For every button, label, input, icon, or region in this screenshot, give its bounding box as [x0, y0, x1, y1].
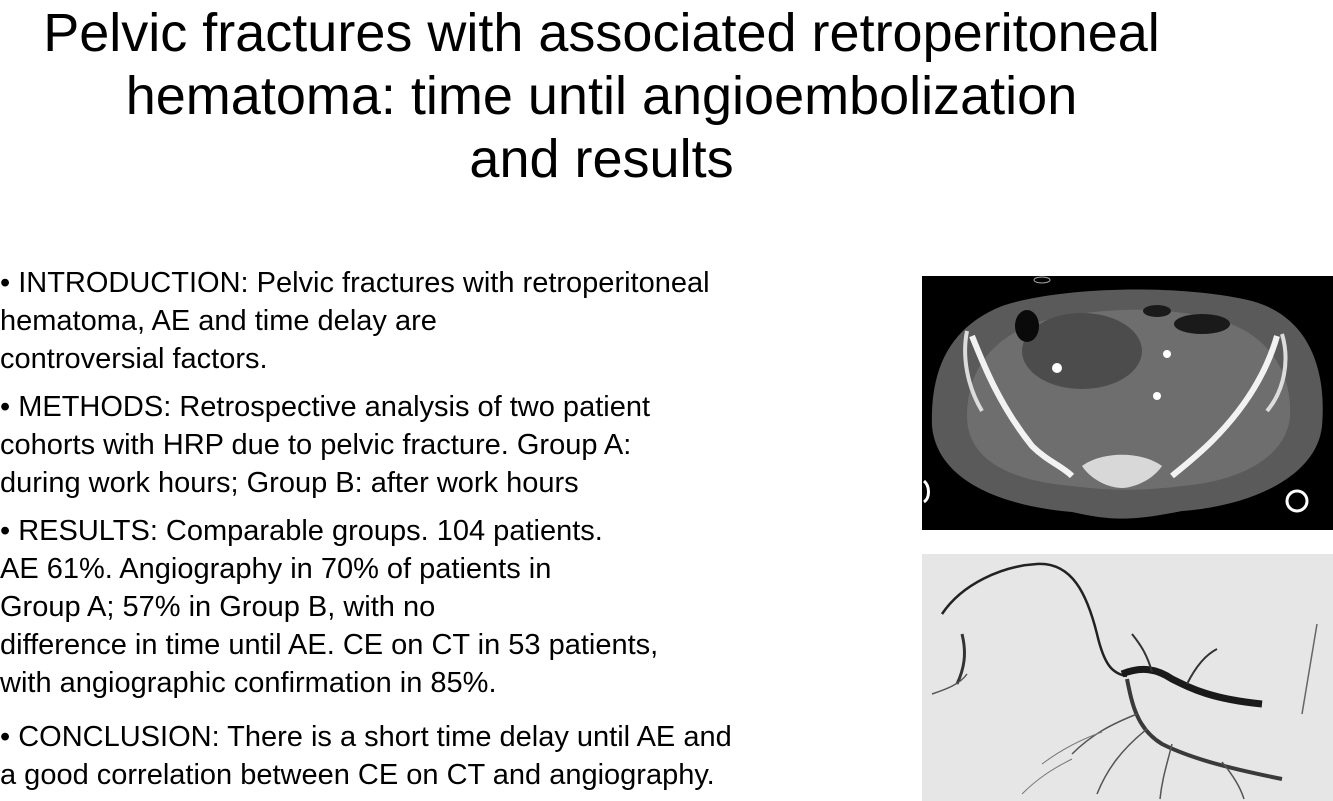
bullet-line: AE 61%. Angiography in 70% of patients in [0, 553, 552, 585]
bullet-line: controversial factors. [0, 343, 268, 375]
title-line: Pelvic fractures with associated retroperitoneal [43, 3, 1160, 63]
ct-scan-image [922, 276, 1333, 530]
angiography-graphic [922, 554, 1333, 801]
bullet-results [0, 512, 900, 702]
bullet-line: Group A; 57% in Group B, with no [0, 591, 436, 623]
bullet-line: • METHODS: Retrospective analysis of two patient [0, 391, 651, 423]
bullet-list [0, 264, 900, 794]
angiography-image [922, 554, 1333, 801]
bullet-conclusion [0, 718, 900, 794]
bullet-line: • INTRODUCTION: Pelvic fractures with retroperitoneal [0, 267, 710, 299]
bullet-line: • CONCLUSION: There is a short time delay until AE and [0, 721, 732, 753]
bullet-line: during work hours; Group B: after work hours [0, 467, 579, 499]
page-title [0, 2, 1203, 191]
title-line: hematoma: time until angioembolization [125, 66, 1078, 126]
bullet-line: a good correlation between CE on CT and angiography. [0, 759, 715, 791]
bullet-line: difference in time until AE. CE on CT in 53 patients, [0, 629, 659, 661]
bullet-introduction [0, 264, 900, 378]
bullet-line: hematoma, AE and time delay are [0, 305, 437, 337]
bullet-line: cohorts with HRP due to pelvic fracture. Group A: [0, 429, 632, 461]
ct-scan-graphic [922, 276, 1333, 530]
bullet-methods [0, 388, 900, 502]
bullet-line: with angiographic confirmation in 85%. [0, 667, 497, 699]
title-line: and results [469, 129, 734, 189]
bullet-line: • RESULTS: Comparable groups. 104 patients. [0, 515, 603, 547]
